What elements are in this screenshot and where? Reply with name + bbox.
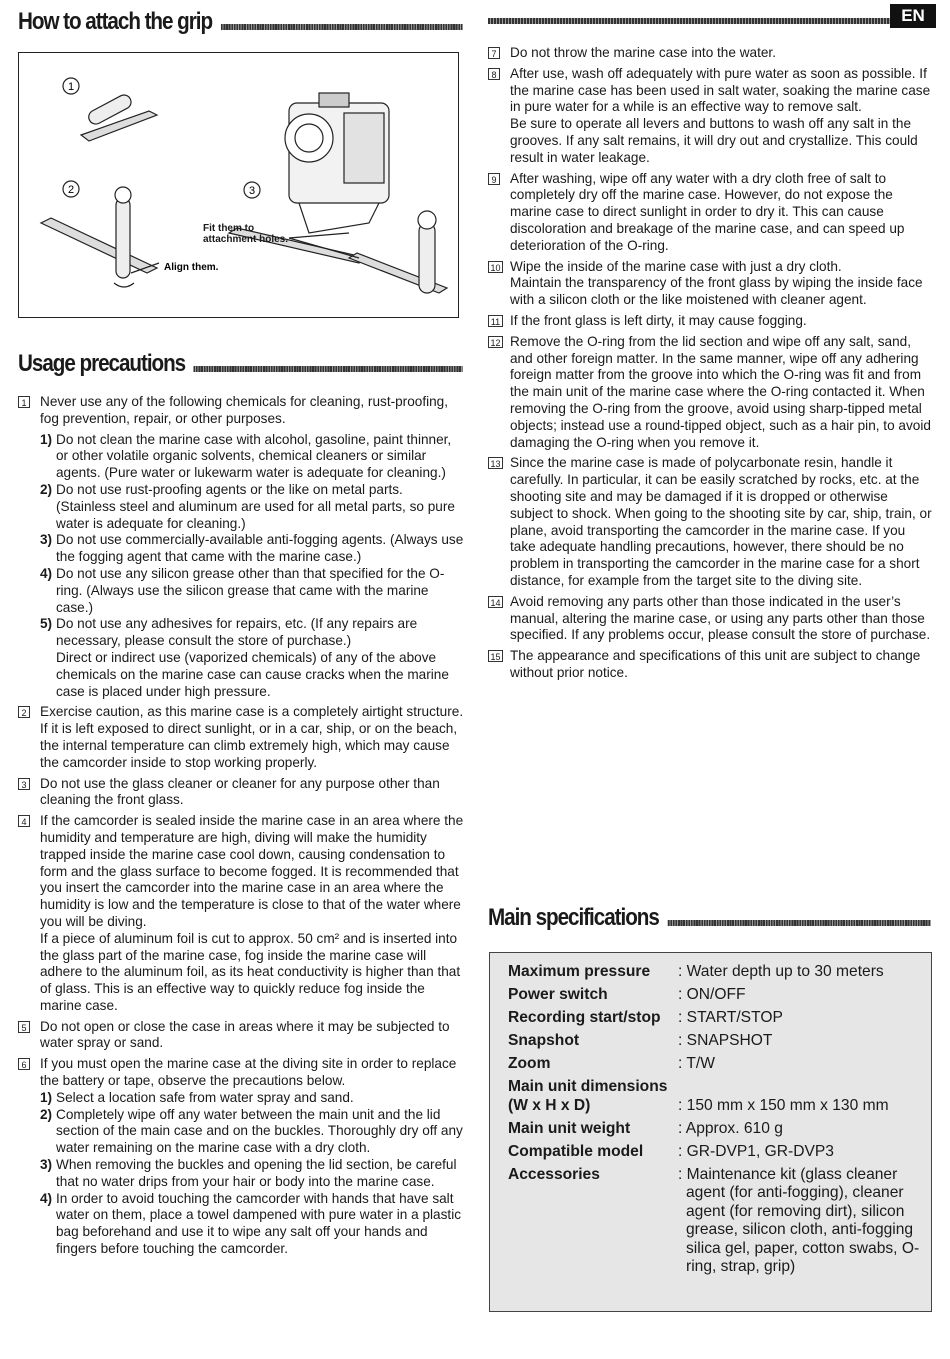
step3-label: 3	[248, 185, 256, 197]
usage-item: 10 Wipe the inside of the marine case with just a dry cloth. Maintain the transparency of the front glass by wiping the inside face with a silicon cloth or the like moistened with cleaner agent.	[488, 259, 932, 309]
sub-item: 3) Do not use commercially-available anti-fogging agents. (Always use the fogging agent that came with the marine case.)	[40, 532, 464, 565]
usage-item: 7 Do not throw the marine case into the water.	[488, 45, 932, 62]
sub-item: 1) Select a location safe from water spray and sand.	[40, 1089, 354, 1105]
spec-row: Zoom : T/W	[508, 1055, 715, 1072]
usage-item: 4 If the camcorder is sealed inside the marine case in an area where the humidity and temperature are high, diving will make the humidity trapped inside the marine case cool down, causing condensation to form and the glass surface to become fogged. It is recommended that you insert the camcorder into the marine case in an area where the humidity is low and the temperature is close to that of the water where you will be diving. If a piece of aluminum foil is cut to approx. 50 cm² and is inserted into the glass part of the marine case, fog inside the marine case will adhere to the aluminum foil, as its heat conductivity is higher than that of glass. This is an effective way to quickly reduce fog inside the marine case.	[18, 813, 464, 1015]
sub-item: 4) In order to avoid touching the camcorder with hands that have salt water on them, place a towel dampened with pure water in a plastic bag beforehand and use it to wipe any salt off your hands and fingers before touching the camcorder.	[40, 1190, 462, 1257]
usage-item: 2 Exercise caution, as this marine case is a completely airtight structure. If it is left exposed to direct sunlight, or in a car, ship, or on the beach, the internal temperature can climb extremely high, which may cause the camcorder inside to stop working properly.	[18, 704, 464, 771]
sub-item: 2) Do not use rust-proofing agents or the like on metal parts. (Stainless steel and aluminum are used for all metal parts, so pure water is adequate for cleaning.)	[40, 481, 455, 531]
sub-item: 1) Do not clean the marine case with alcohol, gasoline, paint thinner, or other volatile organic solvents, chemical cleaners or similar agents. (Pure water or lukewarm water is adequate for cleaning.)	[40, 431, 452, 481]
top-rule	[488, 18, 918, 24]
grip-diagram	[19, 53, 457, 316]
spec-row: Power switch : ON/OFF	[508, 986, 746, 1003]
usage-item: 13 Since the marine case is made of polycarbonate resin, handle it carefully. In particular, it can be easily scratched by rocks, etc. at the shooting site and may be damaged if it is dropped or otherwise subject to shock. When going to the shooting site by car, ship, train, or plane, avoid transporting the camcorder in the marine case. If you take adequate handling precautions, however, there should be no problem in transporting the camcorder in the marine case for a short distance, for example from the target site to the diving site.	[488, 455, 932, 589]
sub-item: 5) Do not use any adhesives for repairs, etc. (If any repairs are necessary, please consult the store of purchase.)	[40, 616, 418, 649]
language-badge: EN	[890, 4, 936, 28]
specs-table	[489, 952, 932, 1312]
sub-item: 2) Completely wipe off any water between the main unit and the lid section of the main case and on the buckles. Thoroughly dry off any water remaining on the marine case with a dry cloth.	[40, 1106, 463, 1156]
usage-list-right	[488, 45, 932, 686]
sub-item: 4) Do not use any silicon grease other than that specified for the O-ring. (Always use the silicon grease that came with the marine case.)	[40, 565, 445, 615]
usage-item: 5 Do not open or close the case in areas where it may be subjected to water spray or sand.	[18, 1019, 464, 1053]
specs-title: Main specifications	[488, 904, 659, 931]
usage-item: 6 If you must open the marine case at the diving site in order to replace the battery or tape, observe the precautions below.	[18, 1056, 464, 1090]
fit-label: Fit them to attachment holes.	[203, 223, 289, 245]
spec-row: Maximum pressure : Water depth up to 30 meters	[508, 963, 884, 980]
sub-item: 3) When removing the buckles and opening the lid section, be careful that no water drips from your hair or body into the marine case.	[40, 1157, 457, 1189]
grip-illustration	[18, 52, 459, 318]
step1-label: 1	[67, 81, 75, 93]
spec-row: Recording start/stop : START/STOP	[508, 1009, 783, 1026]
usage-item: 8 After use, wash off adequately with pure water as soon as possible. If the marine case has been used in salt water, soaking the marine case in pure water for a while is an effective way to remove salt. Be sure to operate all levers and buttons to wash off any salt in the grooves. If any salt remains, it will dry out and crystallize. This could result in water leakage.	[488, 66, 932, 167]
spec-row: Compatible model : GR-DVP1, GR-DVP3	[508, 1142, 834, 1160]
usage-item: 1 Never use any of the following chemicals for cleaning, rust-proofing, fog prevention, repair, or other purposes.	[18, 394, 464, 428]
usage-section	[18, 350, 464, 1258]
usage-item: 15 The appearance and specifications of this unit are subject to change without prior notice.	[488, 648, 932, 682]
sub-note: Direct or indirect use (vaporized chemicals) of any of the above chemicals on the marine case can cause cracks when the marine case is placed under high pressure.	[56, 649, 449, 699]
spec-row: Accessories : Maintenance kit (glass cleaner agent (for anti-fogging), cleaner agent (for removing dirt), silicon grease, silicon cloth, anti-fogging silica gel, paper, cotton swabs, O-ring, strap, grip)	[508, 1165, 920, 1275]
usage-title: Usage precautions	[18, 350, 186, 377]
grip-section-header	[18, 8, 464, 36]
usage-item: 11 If the front glass is left dirty, it may cause fogging.	[488, 313, 932, 330]
step2-label: 2	[67, 184, 75, 196]
usage-item: 3 Do not use the glass cleaner or cleaner for any purpose other than cleaning the front glass.	[18, 776, 464, 810]
usage-item: 14 Avoid removing any parts other than those indicated in the user’s manual, altering the marine case, or using any parts other than those specified. If any problems occur, please consult the store of purchase.	[488, 594, 932, 644]
spec-row: Main unit dimensions (W x H x D) : 150 mm x 150 mm x 130 mm	[508, 1078, 889, 1114]
usage-list-left	[18, 394, 464, 1258]
usage-item: 12 Remove the O-ring from the lid section and wipe off any salt, sand, and other foreign matter. In the same manner, wipe off any adhering foreign matter from the groove into which the O-ring was fit and from the main unit of the marine case where the O-ring contacted it. When removing the O-ring from the groove, avoid using sharp-tipped metal objects; instead use a round-tipped object, such as a hair pin, to avoid damaging the O-ring when you remove it.	[488, 334, 932, 452]
usage-item: 9 After washing, wipe off any water with a dry cloth free of salt to completely dry off the marine case. However, do not expose the marine case to direct sunlight in order to dry it. This can cause discoloration and breakage of the marine case, and can speed up deterioration of the O-ring.	[488, 171, 932, 255]
spec-row: Main unit weight : Approx. 610 g	[508, 1119, 783, 1137]
align-label: Align them.	[164, 262, 219, 273]
spec-row: Snapshot : SNAPSHOT	[508, 1032, 773, 1049]
grip-title: How to attach the grip	[18, 8, 213, 35]
specs-section-header	[488, 904, 932, 932]
